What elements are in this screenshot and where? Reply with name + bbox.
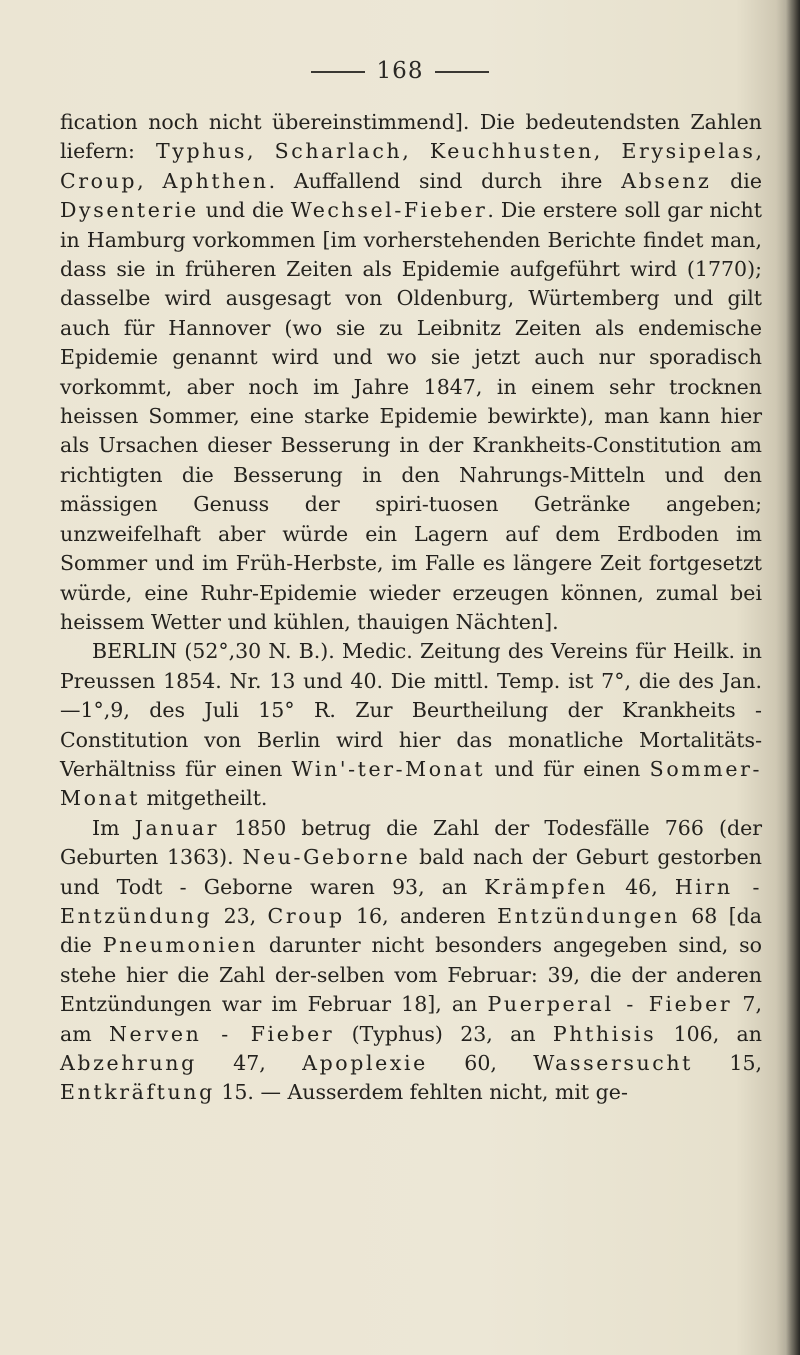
spaced-term: Apoplexie (302, 1051, 428, 1075)
spaced-term: Puerperal - Fieber (487, 992, 733, 1017)
spaced-term: Win'-ter-Monat (291, 756, 486, 781)
text-segment: 68 [da die (60, 903, 762, 958)
spaced-term: Keuchhusten (429, 139, 594, 164)
text-segment: 46, (607, 874, 675, 899)
text-segment: , (755, 139, 762, 164)
text-segment: darunter nicht besonders angegeben sind, so stehe hier die Zahl der-selben vom Februar: 39, die der anderen Entzündungen war im Februar 18], an (60, 933, 762, 1017)
text-segment: 15. — Ausserdem fehlten nicht, mit ge- (214, 1080, 628, 1105)
spaced-term: Hirn - Entzündung (60, 874, 762, 928)
spaced-term: Croup (267, 903, 345, 928)
spaced-term: Absenz (621, 168, 712, 193)
spaced-term: Entkräftung (60, 1080, 215, 1105)
spaced-term: Abzehrung (60, 1051, 197, 1075)
spaced-term: Krämpfen (484, 874, 608, 899)
paragraph-3 (60, 814, 762, 1108)
spaced-term: Pneumonien (102, 933, 258, 958)
text-segment: . Die erstere soll gar nicht in Hamburg vorkommen [im vorherstehenden Berichte findet man, dass sie in früheren Zeiten als Epidemie aufgeführt wird (1770); dasselbe wird ausgesagt von Oldenburg, Würtemberg und gilt auch für Hannover (wo sie zu Leibnitz Zeiten als endemische Epidemie genannt wird und wo sie jetzt auch nur sporadisch vorkommt, aber noch im Jahre 1847, in einem sehr trocknen heissen Sommer, eine starke Epidemie bewirkte), man kann hier als Ursachen dieser Besserung in der Krankheits-Constitution am richtigten die Besserung in den Nahrungs-Mitteln und den mässigen Genuss der spiri-tuosen Getränke angeben; unzweifelhaft aber würde ein Lagern auf dem Erdboden im Sommer und im Früh-Herbste, im Falle es längere Zeit fortgesetzt würde, eine Ruhr-Epidemie wieder erzeugen können, zumal bei heissem Wetter und kühlen, thauigen Nächten]. (60, 198, 762, 634)
text-segment: bald nach der Geburt gestorben und Todt - Geborne waren 93, an (60, 845, 762, 899)
text-segment: 23, (212, 903, 268, 928)
header-dash-right (435, 71, 489, 73)
spaced-term: Dysenterie (60, 198, 199, 223)
text-segment: 1850 betrug die Zahl der Todesfälle 766 (der Geburten 1363). (60, 815, 762, 870)
paragraph-2 (60, 637, 762, 813)
spaced-term: Januar (134, 815, 220, 840)
page-header (0, 58, 800, 84)
page-number: 168 (376, 58, 424, 84)
text-segment: , (137, 168, 163, 193)
text-segment: 16, anderen (344, 903, 498, 928)
spaced-term: Wassersucht (533, 1051, 694, 1075)
body-text (60, 108, 762, 1108)
text-segment: , (593, 139, 622, 164)
text-segment: mitgetheilt. (140, 786, 268, 811)
text-segment: und für einen (485, 756, 650, 781)
spaced-term: Wechsel-Fieber (290, 198, 488, 223)
text-segment: , (246, 139, 275, 164)
text-segment: BERLIN (52°,30 N. B.). Medic. Zeitung des Vereins für Heilk. in Preussen 1854. Nr. 13 und 40. Die mittl. Temp. ist 7°, die des Jan. —1°,9, des Juli 15° R. Zur Beurtheilung der Krankheits - Constitution von Berlin wird hier das monatliche Mortalitäts-Verhältniss für einen (60, 639, 762, 781)
spaced-term: Croup (60, 168, 138, 193)
text-segment: und die (198, 198, 291, 223)
text-segment: (Typhus) 23, an (334, 1021, 553, 1046)
text-segment: 106, an (656, 1021, 762, 1046)
spaced-term: Typhus (156, 139, 247, 164)
header-dash-left (311, 71, 365, 73)
text-segment: 60, (427, 1051, 534, 1075)
text-segment: 47, (196, 1051, 303, 1075)
text-segment: Im (92, 815, 135, 840)
spaced-term: Aphthen (162, 168, 269, 193)
page-binding-shadow (786, 0, 800, 1355)
text-segment: 15, (693, 1051, 762, 1075)
text-segment: . Auffallend sind durch ihre (268, 168, 622, 193)
spaced-term: Entzündungen (497, 903, 680, 928)
spaced-term: Erysipelas (621, 139, 756, 164)
text-segment: fication noch nicht übereinstimmend]. Die bedeutendsten Zahlen liefern: (60, 110, 762, 164)
spaced-term: Nerven - Fieber (108, 1021, 335, 1046)
text-segment: 7, am (60, 992, 762, 1046)
paragraph-1 (60, 108, 762, 637)
spaced-term: Scharlach (274, 139, 403, 164)
text-segment: , (402, 139, 430, 164)
spaced-term: Sommer-Monat (60, 756, 762, 811)
spaced-term: Phthisis (552, 1021, 657, 1046)
spaced-term: Neu-Geborne (242, 845, 411, 870)
text-segment: die (711, 168, 762, 193)
